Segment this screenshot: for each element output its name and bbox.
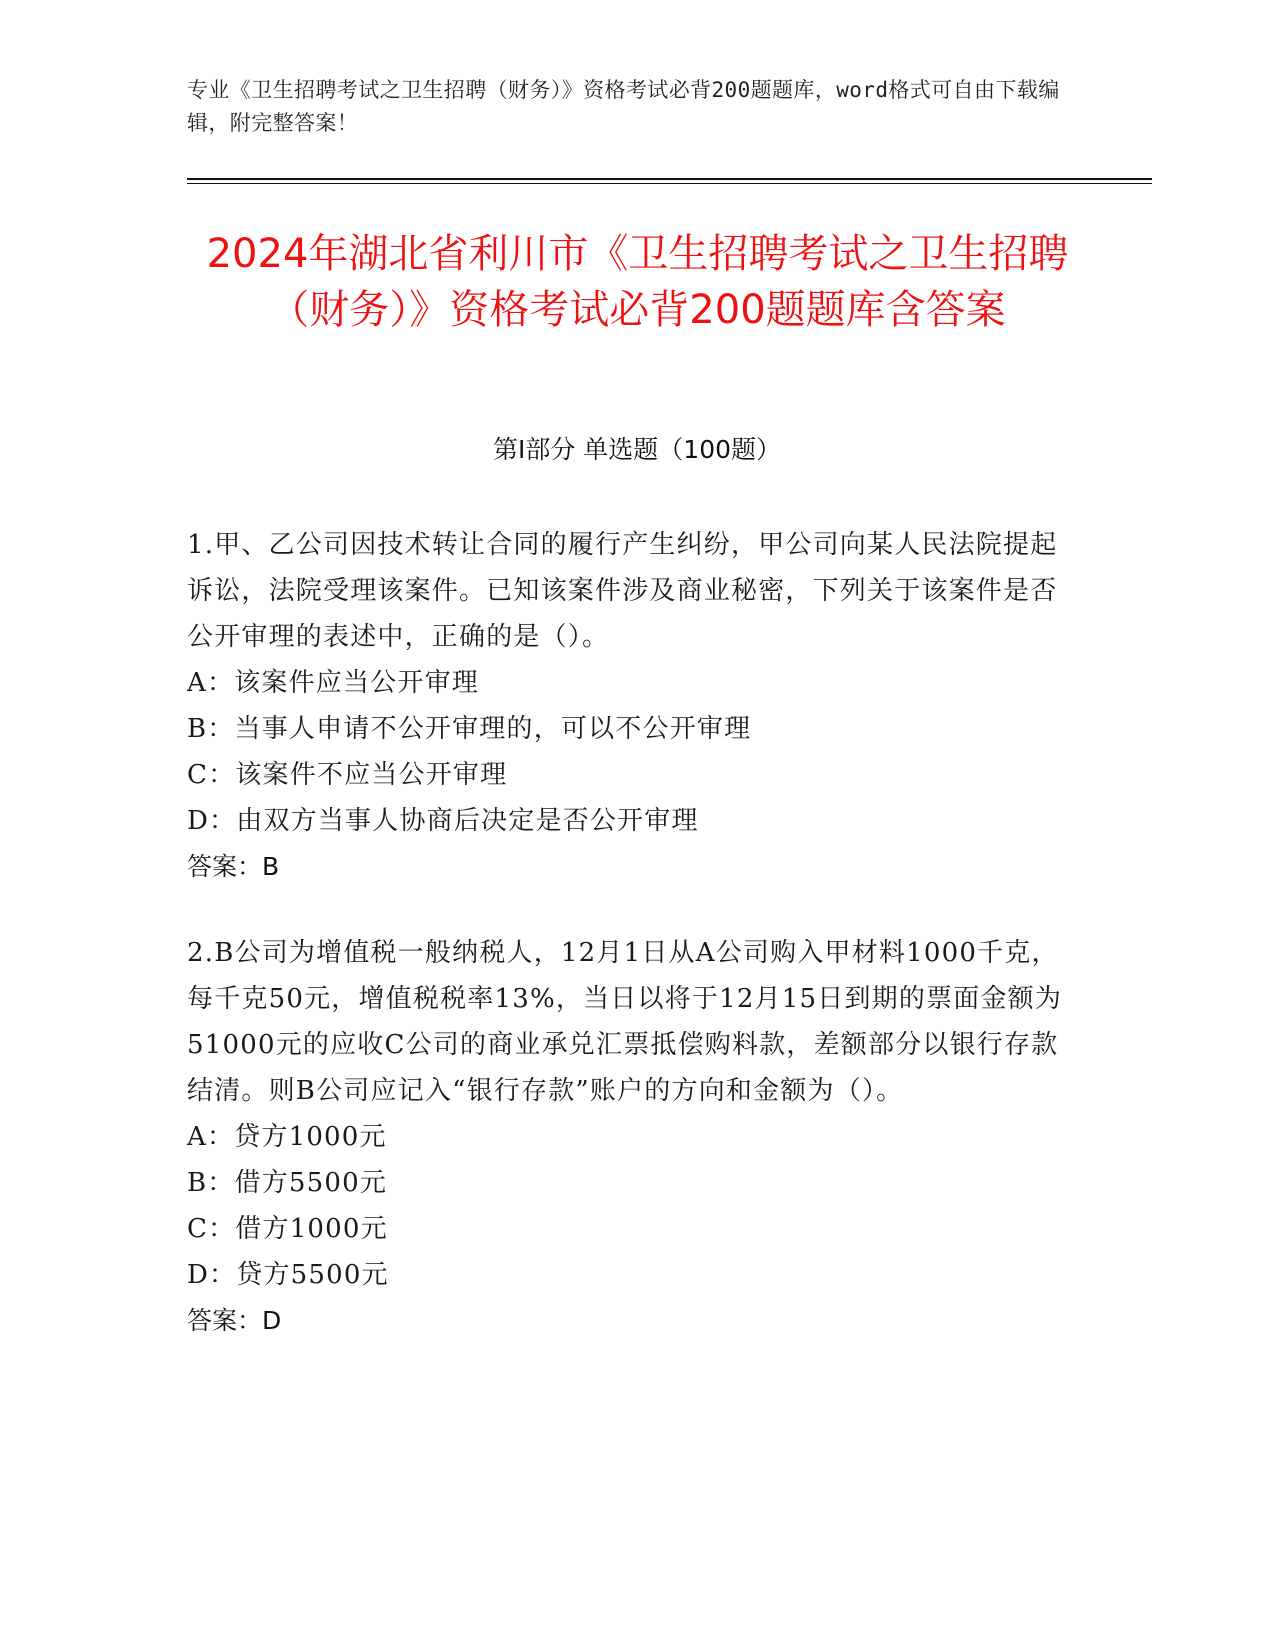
question-2 xyxy=(187,930,1067,1344)
answer-line: 答案：D xyxy=(187,1306,282,1335)
answer-line: 答案：B xyxy=(187,852,280,881)
header-divider-thin xyxy=(187,183,1152,184)
header-note: 专业《卫生招聘考试之卫生招聘（财务）》资格考试必背200题题库，word格式可自由下载编辑，附完整答案！ xyxy=(187,78,1060,135)
option-b: B：借方5500元 xyxy=(187,1168,388,1198)
option-c: C：借方1000元 xyxy=(187,1214,388,1244)
option-d: D：贷方5500元 xyxy=(187,1260,389,1290)
option-c: C：该案件不应当公开审理 xyxy=(187,760,508,790)
option-a: A：该案件应当公开审理 xyxy=(187,668,479,698)
question-stem: 1.甲、乙公司因技术转让合同的履行产生纠纷，甲公司向某人民法院提起诉讼，法院受理该案件。已知该案件涉及商业秘密，下列关于该案件是否公开审理的表述中，正确的是（）。 xyxy=(187,530,1058,652)
section-heading: 第I部分 单选题（100题） xyxy=(492,435,782,464)
question-1 xyxy=(187,522,1067,890)
option-d: D：由双方当事人协商后决定是否公开审理 xyxy=(187,806,699,836)
header-divider-thick xyxy=(187,178,1152,180)
document-title: 2024年湖北省利川市《卫生招聘考试之卫生招聘（财务）》资格考试必背200题题库含答案 xyxy=(206,231,1069,333)
question-stem: 2.B公司为增值税一般纳税人，12月1日从A公司购入甲材料1000千克，每千克50元，增值税税率13%，当日以将于12月15日到期的票面金额为51000元的应收C公司的商业承兑汇票抵偿购料款，差额部分以银行存款结清。则B公司应记入“银行存款”账户的方向和金额为（）。 xyxy=(187,938,1063,1106)
option-b: B：当事人申请不公开审理的，可以不公开审理 xyxy=(187,714,752,744)
option-a: A：贷方1000元 xyxy=(187,1122,387,1152)
